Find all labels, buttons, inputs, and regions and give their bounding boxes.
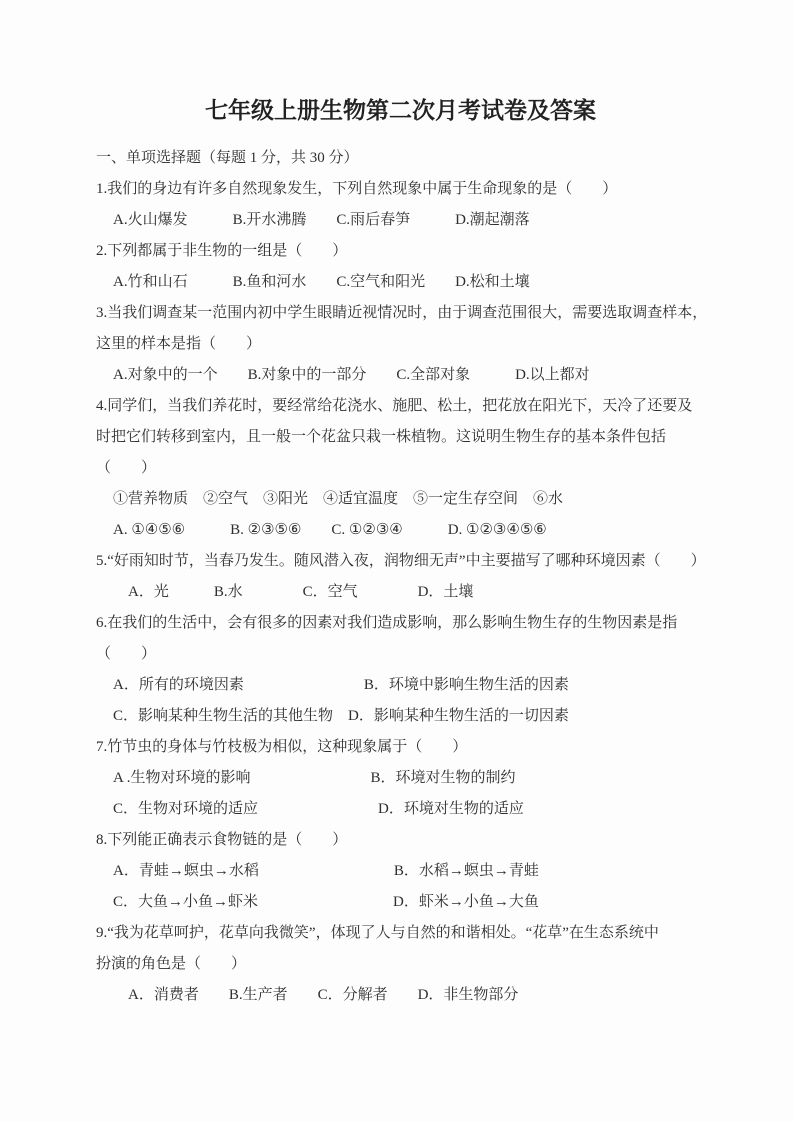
- question-stem-line: （ ）: [96, 460, 157, 476]
- question-stem-line: 2.下列都属于非生物的一组是（ ）: [96, 243, 348, 259]
- question-options-line: A .生物对环境的影响 B．环境对生物的制约: [113, 770, 516, 786]
- question-options-line: A．消费者 B.生产者 C．分解者 D．非生物部分: [113, 987, 519, 1003]
- question-7: [96, 732, 705, 825]
- question-options-line: A．所有的环境因素 B．环境中影响生物生活的因素: [113, 677, 569, 693]
- question-stem-line: 4.同学们，当我们养花时，要经常给花浇水、施肥、松土，把花放在阳光下，天冷了还要及: [96, 398, 693, 414]
- question-6: [96, 608, 705, 732]
- question-options-line: C．大鱼→小鱼→虾米 D．虾米→小鱼→大鱼: [113, 894, 539, 910]
- question-stem-line: 7.竹节虫的身体与竹枝极为相似，这种现象属于（ ）: [96, 739, 468, 755]
- question-1: [96, 174, 705, 236]
- question-options-line: A.对象中的一个 B.对象中的一部分 C.全部对象 D.以上都对: [113, 367, 590, 383]
- question-stem-line: 3.当我们调查某一范围内初中学生眼睛近视情况时，由于调查范围很大，需要选取调查样本，: [96, 305, 708, 321]
- question-stem-line: 5.“好雨知时节，当春乃发生。随风潜入夜，润物细无声”中主要描写了哪种环境因素（ ）: [96, 553, 706, 569]
- question-options-line: A．光 B.水 C．空气 D．土壤: [113, 584, 474, 600]
- question-options-line: A.竹和山石 B.鱼和河水 C.空气和阳光 D.松和土壤: [113, 274, 530, 290]
- question-stem-line: （ ）: [96, 646, 157, 662]
- page-title: 七年级上册生物第二次月考试卷及答案: [205, 98, 596, 123]
- question-options-line: A.火山爆发 B.开水沸腾 C.雨后春笋 D.潮起潮落: [113, 212, 530, 228]
- question-4: [96, 391, 705, 546]
- question-options-line: A．青蛙→螟虫→水稻 B．水稻→螟虫→青蛙: [113, 863, 539, 879]
- question-8: [96, 825, 705, 918]
- question-stem-line: 1.我们的身边有许多自然现象发生，下列自然现象中属于生命现象的是（ ）: [96, 181, 618, 197]
- question-options-line: C．影响某种生物生活的其他生物 D．影响某种生物生活的一切因素: [113, 708, 569, 724]
- question-stem-line: 8.下列能正确表示食物链的是（ ）: [96, 832, 348, 848]
- question-stem-line: 扮演的角色是（ ）: [96, 956, 247, 972]
- question-stem-line: 这里的样本是指（ ）: [96, 336, 262, 352]
- question-2: [96, 236, 705, 298]
- question-stem-line: 时把它们转移到室内，且一般一个花盆只栽一株植物。这说明生物生存的基本条件包括: [96, 429, 667, 445]
- question-options-line: C．生物对环境的适应 D．环境对生物的适应: [113, 801, 524, 817]
- question-9: [96, 918, 705, 1011]
- question-stem-line: 9.“我为花草呵护，花草向我微笑”，体现了人与自然的和谐相处。“花草”在生态系统中: [96, 925, 659, 941]
- question-options-line: A. ①④⑤⑥ B. ②③⑤⑥ C. ①②③④ D. ①②③④⑤⑥: [113, 522, 547, 538]
- question-items-line: ①营养物质 ②空气 ③阳光 ④适宜温度 ⑤一定生存空间 ⑥水: [113, 491, 564, 507]
- question-stem-line: 6.在我们的生活中，会有很多的因素对我们造成影响，那么影响生物生存的生物因素是指: [96, 615, 678, 631]
- section-heading: 一、单项选择题（每题 1 分，共 30 分）: [96, 150, 359, 166]
- question-5: [96, 546, 705, 608]
- question-3: [96, 298, 708, 391]
